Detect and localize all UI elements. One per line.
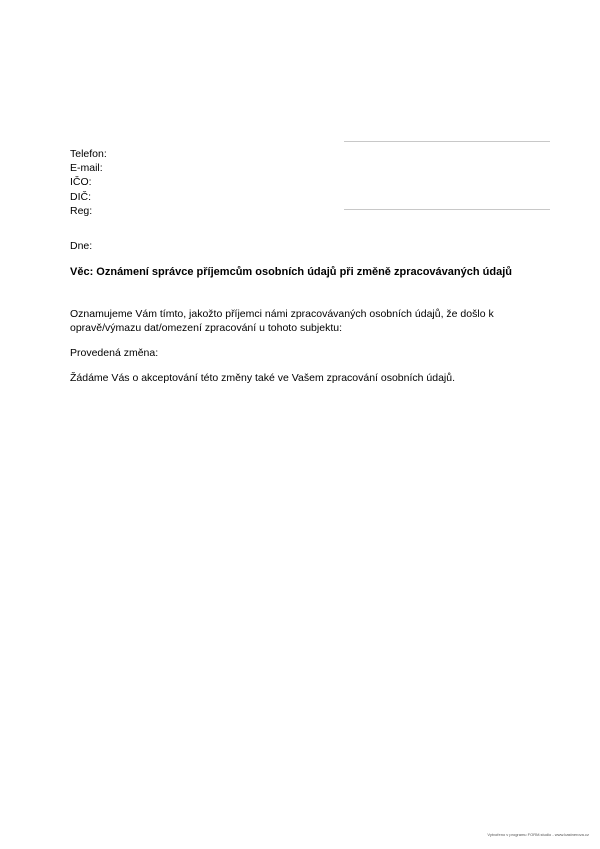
header-rule-bottom (344, 209, 550, 210)
dic-label: DIČ: (70, 190, 91, 203)
body-paragraph-request: Žádáme Vás o akceptování této změny také ve Vašem zpracování osobních údajů. (70, 372, 456, 384)
date-label: Dne: (70, 240, 93, 252)
ico-label: IČO: (70, 176, 92, 189)
body-paragraph-change: Provedená změna: (70, 347, 159, 359)
subject-heading: Věc: Oznámení správce příjemcům osobních údajů při změně zpracovávaných údajů (70, 266, 512, 278)
body-paragraph-notice: Oznamujeme Vám tímto, jakožto příjemci námi zpracovávaných osobních údajů, že došlo k opravě/výmazu dat/omezení zpracování u tohoto subjektu: (70, 308, 494, 334)
phone-label: Telefon: (70, 148, 107, 160)
footer-credit: Vytvořeno v programu FORM.studio - www.kastnerova.cz (487, 832, 589, 837)
reg-label: Reg: (70, 204, 93, 217)
contact-block (70, 147, 107, 218)
email-label: E-mail: (70, 162, 103, 175)
header-rule-top (344, 141, 550, 142)
